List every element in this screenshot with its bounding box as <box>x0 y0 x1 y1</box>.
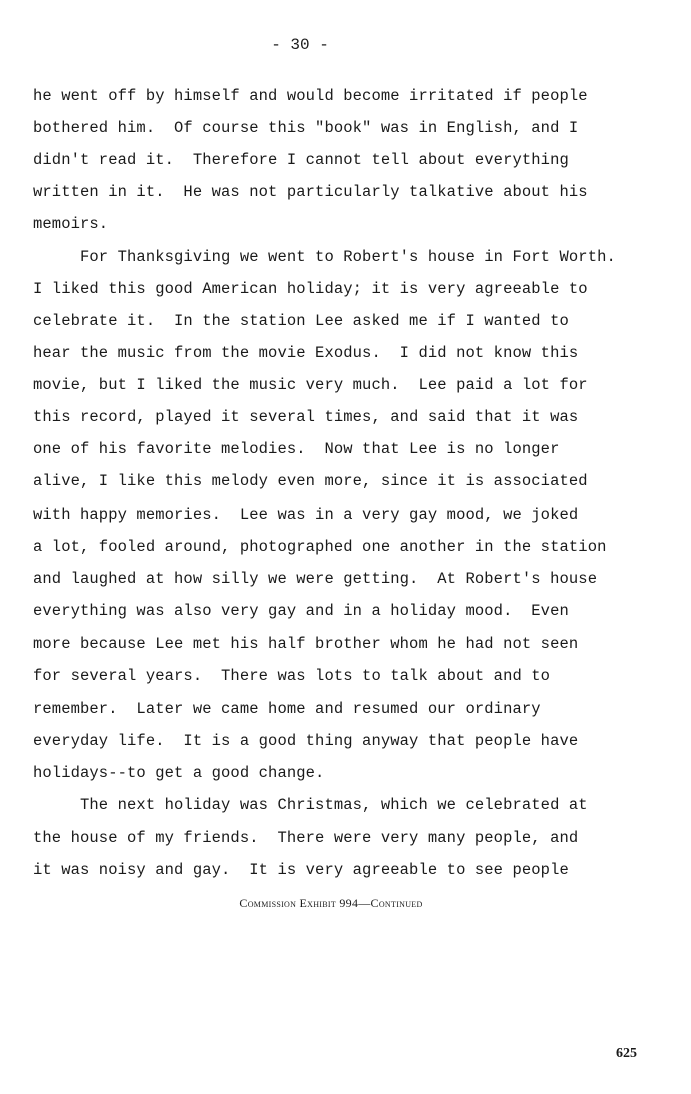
body-line: he went off by himself and would become irritated if people <box>33 87 588 105</box>
body-line: celebrate it. In the station Lee asked me if I wanted to <box>33 312 569 330</box>
body-line: holidays--to get a good change. <box>33 764 325 782</box>
page-number: - 30 - <box>271 36 329 54</box>
body-line: and laughed at how silly we were getting. At Robert's house <box>33 570 598 588</box>
body-line: it was noisy and gay. It is very agreeable to see people <box>33 861 569 879</box>
body-line: hear the music from the movie Exodus. I did not know this <box>33 344 579 362</box>
body-line: movie, but I liked the music very much. Lee paid a lot for <box>33 376 588 394</box>
body-line: memoirs. <box>33 215 109 233</box>
body-line: For Thanksgiving we went to Robert's house in Fort Worth. <box>33 248 616 266</box>
body-line: everyday life. It is a good thing anyway that people have <box>33 732 579 750</box>
body-line: more because Lee met his half brother whom he had not seen <box>33 635 579 653</box>
body-line: remember. Later we came home and resumed our ordinary <box>33 700 541 718</box>
exhibit-caption: Commission Exhibit 994—Continued <box>239 896 423 910</box>
body-line: for several years. There was lots to talk about and to <box>33 667 551 685</box>
body-line: with happy memories. Lee was in a very gay mood, we joked <box>33 506 579 524</box>
folio-number: 625 <box>616 1046 637 1061</box>
body-line: a lot, fooled around, photographed one another in the station <box>33 538 607 556</box>
body-line: everything was also very gay and in a holiday mood. Even <box>33 602 569 620</box>
body-line: one of his favorite melodies. Now that Lee is no longer <box>33 440 560 458</box>
body-line: didn't read it. Therefore I cannot tell about everything <box>33 151 569 169</box>
body-line: alive, I like this melody even more, since it is associated <box>33 472 588 490</box>
body-line: bothered him. Of course this "book" was in English, and I <box>33 119 579 137</box>
body-line: The next holiday was Christmas, which we celebrated at <box>33 796 588 814</box>
body-line: I liked this good American holiday; it is very agreeable to <box>33 280 588 298</box>
body-line: this record, played it several times, and said that it was <box>33 408 579 426</box>
body-line: written in it. He was not particularly talkative about his <box>33 183 588 201</box>
body-line: the house of my friends. There were very many people, and <box>33 829 579 847</box>
